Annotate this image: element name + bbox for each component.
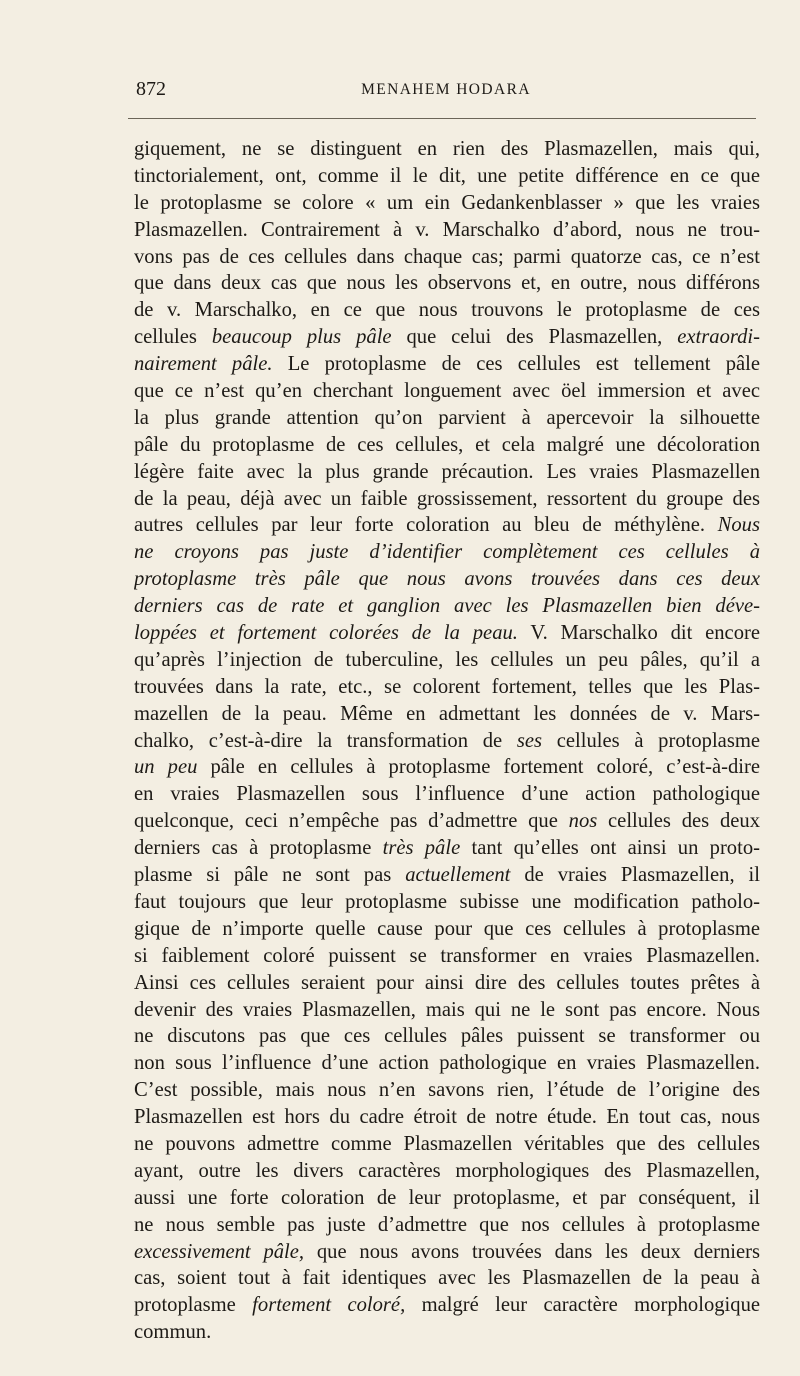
- text-span: cellules à protoplasme: [542, 729, 760, 752]
- text-span: V. Marschalko dit encore: [517, 622, 760, 645]
- text-span: faut toujours que leur protoplasme subisse une modification patholo-: [134, 890, 760, 913]
- text-line: [134, 270, 760, 297]
- text-line: [134, 405, 760, 432]
- text-line: [134, 728, 760, 755]
- text-span: que nous avons trouvées dans les deux derniers: [304, 1240, 760, 1263]
- text-line: [134, 244, 760, 271]
- italic-text: loppées et fortement colorées de la peau.: [134, 622, 518, 645]
- text-span: légère faite avec la plus grande précaution. Les vraies Plasmazellen: [134, 460, 760, 483]
- italic-text: extraordi-: [677, 326, 760, 349]
- text-span: Plasmazellen est hors du cadre étroit de notre étude. En tout cas, nous: [134, 1106, 760, 1129]
- text-line: [134, 1239, 760, 1266]
- text-line: [134, 1292, 760, 1319]
- text-line: [134, 781, 760, 808]
- italic-text: ses: [516, 729, 543, 752]
- text-span: cellules des deux: [597, 810, 760, 833]
- italic-text: nos: [568, 810, 598, 833]
- text-span: ne pouvons admettre comme Plasmazellen véritables que des cellules: [134, 1132, 760, 1155]
- text-span: de vraies Plasmazellen, il: [510, 864, 760, 887]
- text-span: Le protoplasme de ces cellules est tellement pâle: [272, 353, 760, 376]
- text-line: [134, 1265, 760, 1292]
- header-rule: [128, 118, 756, 119]
- text-line: [134, 297, 760, 324]
- text-span: non sous l’influence d’une action pathologique en vraies Plasmazellen.: [134, 1052, 760, 1075]
- text-line: [134, 674, 760, 701]
- text-span: Ainsi ces cellules seraient pour ainsi dire des cellules toutes prêtes à: [134, 971, 760, 994]
- text-span: ne discutons pas que ces cellules pâles puissent se transformer ou: [134, 1025, 760, 1048]
- text-span: devenir des vraies Plasmazellen, mais qui ne le sont pas encore. Nous: [134, 998, 760, 1021]
- text-line: [134, 1212, 760, 1239]
- text-line: [134, 1050, 760, 1077]
- text-span: Plasmazellen. Contrairement à v. Marschalko d’abord, nous ne trou-: [134, 218, 760, 241]
- text-span: cellules: [134, 326, 212, 349]
- text-span: la plus grande attention qu’on parvient à apercevoir la silhouette: [134, 406, 760, 429]
- text-line: [134, 1023, 760, 1050]
- italic-text: beaucoup plus pâle: [211, 326, 392, 349]
- text-span: plasme si pâle ne sont pas: [134, 864, 406, 887]
- text-span: pâle du protoplasme de ces cellules, et cela malgré une décoloration: [134, 433, 760, 456]
- text-line: [134, 217, 760, 244]
- text-line: [134, 889, 760, 916]
- page-header: [136, 78, 756, 102]
- text-line: [134, 136, 760, 163]
- text-line: [134, 459, 760, 486]
- text-span: giquement, ne se distinguent en rien des Plasmazellen, mais qui,: [134, 138, 760, 160]
- text-line: [134, 1319, 760, 1346]
- text-line: [134, 190, 760, 217]
- italic-text: nairement pâle.: [134, 353, 273, 376]
- italic-text: Nous: [717, 514, 760, 537]
- text-line: [134, 943, 760, 970]
- italic-text: ne croyons pas juste d’identifier complètement ces cellules à: [134, 541, 760, 564]
- text-line: [134, 647, 760, 674]
- text-line: [134, 566, 760, 593]
- text-line: [134, 324, 760, 351]
- text-line: [134, 378, 760, 405]
- text-span: quelconque, ceci n’empêche pas d’admettre que: [134, 810, 569, 833]
- text-line: [134, 163, 760, 190]
- text-span: pâle en cellules à protoplasme fortement coloré, c’est-à-dire: [197, 756, 760, 779]
- text-span: gique de n’importe quelle cause pour que ces cellules à protoplasme: [134, 917, 760, 940]
- text-span: malgré leur caractère morphologique: [405, 1294, 760, 1317]
- italic-text: un peu: [134, 756, 198, 779]
- text-span: tinctorialement, ont, comme il le dit, une petite différence en ce que: [134, 164, 760, 187]
- italic-text: très pâle: [382, 837, 461, 860]
- text-line: [134, 1131, 760, 1158]
- text-line: [134, 1104, 760, 1131]
- page-number: 872: [136, 78, 166, 100]
- text-line: [134, 1158, 760, 1185]
- text-span: C’est possible, mais nous n’en savons rien, l’étude de l’origine des: [134, 1079, 760, 1102]
- italic-text: actuellement: [405, 864, 511, 887]
- text-span: vons pas de ces cellules dans chaque cas; parmi quatorze cas, ce n’est: [134, 245, 760, 268]
- text-span: de la peau, déjà avec un faible grossissement, ressortent du groupe des: [134, 487, 760, 510]
- text-line: [134, 754, 760, 781]
- italic-text: derniers cas de rate et ganglion avec les Plasmazellen bien déve-: [134, 595, 760, 618]
- text-span: autres cellules par leur forte coloration au bleu de méthylène.: [134, 514, 718, 537]
- text-span: de v. Marschalko, en ce que nous trouvons le protoplasme de ces: [134, 299, 760, 322]
- text-line: [134, 862, 760, 889]
- text-span: que ce n’est qu’en cherchant longuement avec öel immersion et avec: [134, 380, 760, 403]
- body-text: [134, 136, 760, 1346]
- text-span: aussi une forte coloration de leur protoplasme, et par conséquent, il: [134, 1186, 760, 1209]
- text-span: le protoplasme se colore « um ein Gedankenblasser » que les vraies: [134, 191, 760, 214]
- italic-text: fortement coloré,: [252, 1294, 406, 1317]
- text-line: [134, 808, 760, 835]
- text-span: si faiblement coloré puissent se transformer en vraies Plasmazellen.: [134, 944, 760, 967]
- running-title: MENAHEM HODARA: [361, 81, 531, 98]
- text-span: chalko, c’est-à-dire la transformation de: [134, 729, 517, 752]
- text-span: commun.: [134, 1321, 212, 1344]
- text-line: [134, 593, 760, 620]
- italic-text: excessivement pâle,: [134, 1240, 305, 1263]
- text-line: [134, 620, 760, 647]
- italic-text: protoplasme très pâle que nous avons trouvées dans ces deux: [134, 568, 760, 591]
- text-line: [134, 997, 760, 1024]
- text-line: [134, 486, 760, 513]
- text-span: tant qu’elles ont ainsi un proto-: [460, 837, 760, 860]
- text-span: ayant, outre les divers caractères morphologiques des Plasmazellen,: [134, 1159, 760, 1182]
- text-span: trouvées dans la rate, etc., se colorent fortement, telles que les Plas-: [134, 675, 760, 698]
- text-span: ne nous semble pas juste d’admettre que nos cellules à protoplasme: [134, 1213, 760, 1236]
- text-line: [134, 701, 760, 728]
- text-span: cas, soient tout à fait identiques avec les Plasmazellen de la peau à: [134, 1267, 760, 1290]
- text-line: [134, 916, 760, 943]
- text-line: [134, 835, 760, 862]
- text-line: [134, 351, 760, 378]
- text-span: en vraies Plasmazellen sous l’influence d’une action pathologique: [134, 783, 760, 806]
- text-line: [134, 539, 760, 566]
- text-span: protoplasme: [134, 1294, 253, 1317]
- text-span: derniers cas à protoplasme: [134, 837, 383, 860]
- text-line: [134, 1077, 760, 1104]
- text-line: [134, 970, 760, 997]
- text-line: [134, 432, 760, 459]
- text-line: [134, 512, 760, 539]
- text-span: qu’après l’injection de tuberculine, les cellules un peu pâles, qu’il a: [134, 648, 760, 671]
- text-span: que dans deux cas que nous les observons et, en outre, nous différons: [134, 272, 760, 295]
- text-span: que celui des Plasmazellen,: [391, 326, 678, 349]
- text-span: mazellen de la peau. Même en admettant les données de v. Mars-: [134, 702, 760, 725]
- text-line: [134, 1185, 760, 1212]
